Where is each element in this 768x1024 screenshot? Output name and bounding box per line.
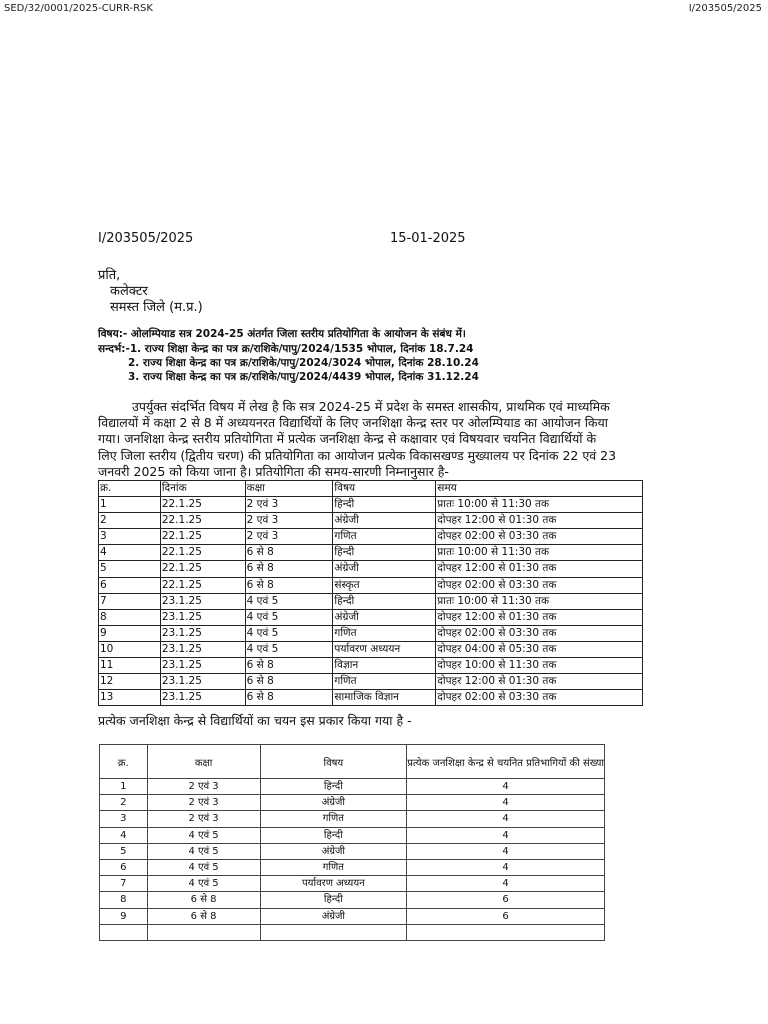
letter-date: 15-01-2025: [390, 231, 466, 246]
addressee-title: कलेक्टर: [110, 284, 148, 299]
schedule-row: [99, 497, 643, 513]
selection-row: [100, 811, 605, 827]
selection-cell: हिन्दी: [260, 827, 407, 843]
schedule-cell: गणित: [333, 529, 436, 545]
selection-cell: 2 एवं 3: [147, 795, 260, 811]
selection-cell: 3: [100, 811, 148, 827]
schedule-cell: 6 से 8: [245, 690, 333, 706]
schedule-row: [99, 513, 643, 529]
selection-cell: 4: [407, 795, 605, 811]
schedule-cell: 13: [99, 690, 161, 706]
selection-cell: पर्यावरण अध्ययन: [260, 876, 407, 892]
selection-cell: 4: [407, 779, 605, 795]
schedule-cell: 23.1.25: [160, 690, 245, 706]
schedule-cell: 2 एवं 3: [245, 513, 333, 529]
selection-cell: अंग्रेजी: [260, 843, 407, 859]
schedule-cell: 4 एवं 5: [245, 609, 333, 625]
schedule-row: [99, 561, 643, 577]
schedule-cell: दोपहर 02:00 से 03:30 तक: [436, 577, 643, 593]
schedule-cell: 2 एवं 3: [245, 497, 333, 513]
selection-cell: 4: [407, 827, 605, 843]
selection-cell: 1: [100, 779, 148, 795]
schedule-cell: दोपहर 02:00 से 03:30 तक: [436, 529, 643, 545]
schedule-cell: संस्कृत: [333, 577, 436, 593]
schedule-cell: 5: [99, 561, 161, 577]
selection-cell: अंग्रेजी: [260, 795, 407, 811]
schedule-cell: दोपहर 12:00 से 01:30 तक: [436, 561, 643, 577]
selection-cell: 4: [407, 811, 605, 827]
selection-cell: 4 एवं 5: [147, 876, 260, 892]
reference-line-2: 2. राज्य शिक्षा केन्द्र का पत्र क्र/राशिके/पापु/2024/3024 भोपाल, दिनांक 28.10.24: [128, 357, 479, 369]
selection-cell: 7: [100, 876, 148, 892]
selection-cell: 4 एवं 5: [147, 827, 260, 843]
schedule-cell: 3: [99, 529, 161, 545]
schedule-cell: हिन्दी: [333, 497, 436, 513]
schedule-cell: 6: [99, 577, 161, 593]
schedule-cell: 6 से 8: [245, 658, 333, 674]
selection-cell: 4: [407, 876, 605, 892]
schedule-cell: 22.1.25: [160, 545, 245, 561]
selection-row: [100, 795, 605, 811]
selection-cell: 2: [100, 795, 148, 811]
schedule-cell: अंग्रेजी: [333, 609, 436, 625]
schedule-cell: 22.1.25: [160, 513, 245, 529]
selection-cell: 4: [100, 827, 148, 843]
schedule-cell: 4 एवं 5: [245, 593, 333, 609]
selection-cell: 9: [100, 908, 148, 924]
selection-row: [100, 779, 605, 795]
schedule-cell: 23.1.25: [160, 658, 245, 674]
schedule-cell: प्रातः 10:00 से 11:30 तक: [436, 545, 643, 561]
schedule-cell: प्रातः 10:00 से 11:30 तक: [436, 593, 643, 609]
selection-cell: [147, 924, 260, 940]
schedule-cell: 6 से 8: [245, 577, 333, 593]
schedule-cell: दोपहर 12:00 से 01:30 तक: [436, 513, 643, 529]
selection-cell: गणित: [260, 859, 407, 875]
body-paragraph: [98, 399, 618, 480]
schedule-row: [99, 545, 643, 561]
schedule-cell: अंग्रेजी: [333, 513, 436, 529]
schedule-header-cell: क्र.: [99, 481, 161, 497]
schedule-cell: 23.1.25: [160, 641, 245, 657]
schedule-cell: दोपहर 12:00 से 01:30 तक: [436, 674, 643, 690]
selection-cell: 2 एवं 3: [147, 779, 260, 795]
schedule-row: [99, 641, 643, 657]
schedule-cell: 7: [99, 593, 161, 609]
schedule-cell: हिन्दी: [333, 545, 436, 561]
selection-cell: 4 एवं 5: [147, 843, 260, 859]
schedule-cell: 23.1.25: [160, 609, 245, 625]
selection-cell: अंग्रेजी: [260, 908, 407, 924]
selection-row: [100, 859, 605, 875]
reference-line-1: सन्दर्भ:-1. राज्य शिक्षा केन्द्र का पत्र क्र/राशिके/पापु/2024/1535 भोपाल, दिनांक 18.7.24: [98, 343, 474, 355]
selection-cell: 6 से 8: [147, 892, 260, 908]
selection-cell: 6: [407, 908, 605, 924]
selection-note: प्रत्येक जनशिक्षा केन्द्र से विद्यार्थियों का चयन इस प्रकार किया गया है -: [98, 713, 412, 728]
selection-cell: 6: [100, 859, 148, 875]
schedule-cell: 22.1.25: [160, 497, 245, 513]
selection-cell: [260, 924, 407, 940]
schedule-header-cell: समय: [436, 481, 643, 497]
schedule-cell: 1: [99, 497, 161, 513]
schedule-cell: 6 से 8: [245, 674, 333, 690]
schedule-header-row: [99, 481, 643, 497]
schedule-row: [99, 609, 643, 625]
schedule-cell: 23.1.25: [160, 625, 245, 641]
selection-cell: 4: [407, 843, 605, 859]
selection-table: [99, 744, 605, 941]
schedule-cell: 22.1.25: [160, 561, 245, 577]
selection-row: [100, 876, 605, 892]
schedule-cell: 2 एवं 3: [245, 529, 333, 545]
schedule-table: [98, 480, 643, 706]
schedule-row: [99, 690, 643, 706]
selection-cell: 4: [407, 859, 605, 875]
selection-header-cell: विषय: [260, 745, 407, 779]
schedule-cell: प्रातः 10:00 से 11:30 तक: [436, 497, 643, 513]
schedule-cell: 23.1.25: [160, 593, 245, 609]
selection-row: [100, 843, 605, 859]
selection-cell: गणित: [260, 811, 407, 827]
selection-cell: हिन्दी: [260, 779, 407, 795]
selection-header-row: [100, 745, 605, 779]
schedule-cell: 12: [99, 674, 161, 690]
schedule-cell: 8: [99, 609, 161, 625]
schedule-cell: गणित: [333, 674, 436, 690]
selection-cell: 4 एवं 5: [147, 859, 260, 875]
schedule-cell: दोपहर 10:00 से 11:30 तक: [436, 658, 643, 674]
selection-cell: हिन्दी: [260, 892, 407, 908]
letter-number: I/203505/2025: [98, 231, 194, 246]
schedule-cell: 6 से 8: [245, 545, 333, 561]
schedule-cell: दोपहर 02:00 से 03:30 तक: [436, 690, 643, 706]
selection-cell: 8: [100, 892, 148, 908]
addressee-prefix: प्रति,: [98, 268, 121, 283]
selection-cell: 5: [100, 843, 148, 859]
schedule-cell: 9: [99, 625, 161, 641]
schedule-row: [99, 658, 643, 674]
schedule-header-cell: विषय: [333, 481, 436, 497]
schedule-cell: 4 एवं 5: [245, 641, 333, 657]
subject-line: विषय:- ओलम्पियाड सत्र 2024-25 अंतर्गत जिला स्तरीय प्रतियोगिता के आयोजन के संबंध में।: [98, 328, 466, 340]
schedule-cell: 2: [99, 513, 161, 529]
schedule-header-cell: कक्षा: [245, 481, 333, 497]
selection-cell: 2 एवं 3: [147, 811, 260, 827]
selection-row: [100, 892, 605, 908]
selection-row: [100, 924, 605, 940]
reference-line-3: 3. राज्य शिक्षा केन्द्र का पत्र क्र/राशिके/पापु/2024/4439 भोपाल, दिनांक 31.12.24: [128, 371, 479, 383]
selection-header-cell: प्रत्येक जनशिक्षा केन्द्र से चयनित प्रतिभागियों की संख्या: [407, 745, 605, 779]
schedule-cell: दोपहर 02:00 से 03:30 तक: [436, 625, 643, 641]
selection-cell: [100, 924, 148, 940]
selection-cell: 6: [407, 892, 605, 908]
schedule-cell: 4: [99, 545, 161, 561]
reference-number: I/203505/2025: [688, 3, 762, 14]
selection-header-cell: क्र.: [100, 745, 148, 779]
schedule-cell: 10: [99, 641, 161, 657]
schedule-cell: हिन्दी: [333, 593, 436, 609]
schedule-cell: 22.1.25: [160, 529, 245, 545]
schedule-cell: विज्ञान: [333, 658, 436, 674]
schedule-cell: सामाजिक विज्ञान: [333, 690, 436, 706]
body-text: उपर्युक्त संदर्भित विषय में लेख है कि सत्र 2024-25 में प्रदेश के समस्त शासकीय, प्राथमिक एवं माध्यमिक विद्यालयों में कक्षा 2 से 8 में अध्ययनरत विद्यार्थियों के लिए जनशिक्षा केन्द्र स्तर पर ओलम्पियाड का आयोजन किया गया। जनशिक्षा केन्द्र स्तरीय प्रतियोगिता में प्रत्येक जनशिक्षा केन्द्र से कक्षावार एवं विषयवार चयनित विद्यार्थियों के लिए जिला स्तरीय (द्वितीय चरण) की प्रतियोगिता का आयोजन प्रत्येक विकासखण्ड मुख्यालय पर दिनांक 22 एवं 23 जनवरी 2025 को किया जाना है। प्रतियोगिता की समय-सारणी निम्नानुसार है-: [98, 399, 617, 479]
schedule-row: [99, 577, 643, 593]
schedule-cell: 11: [99, 658, 161, 674]
schedule-row: [99, 593, 643, 609]
file-number: SED/32/0001/2025-CURR-RSK: [4, 3, 153, 14]
schedule-cell: दोपहर 04:00 से 05:30 तक: [436, 641, 643, 657]
schedule-row: [99, 529, 643, 545]
selection-cell: 6 से 8: [147, 908, 260, 924]
selection-cell: [407, 924, 605, 940]
schedule-cell: दोपहर 12:00 से 01:30 तक: [436, 609, 643, 625]
selection-row: [100, 827, 605, 843]
schedule-cell: पर्यावरण अध्ययन: [333, 641, 436, 657]
schedule-cell: 23.1.25: [160, 674, 245, 690]
schedule-row: [99, 625, 643, 641]
schedule-cell: अंग्रेजी: [333, 561, 436, 577]
selection-header-cell: कक्षा: [147, 745, 260, 779]
selection-row: [100, 908, 605, 924]
schedule-cell: गणित: [333, 625, 436, 641]
schedule-header-cell: दिनांक: [160, 481, 245, 497]
schedule-cell: 22.1.25: [160, 577, 245, 593]
schedule-row: [99, 674, 643, 690]
addressee-location: समस्त जिले (म.प्र.): [110, 300, 203, 315]
schedule-cell: 6 से 8: [245, 561, 333, 577]
schedule-cell: 4 एवं 5: [245, 625, 333, 641]
